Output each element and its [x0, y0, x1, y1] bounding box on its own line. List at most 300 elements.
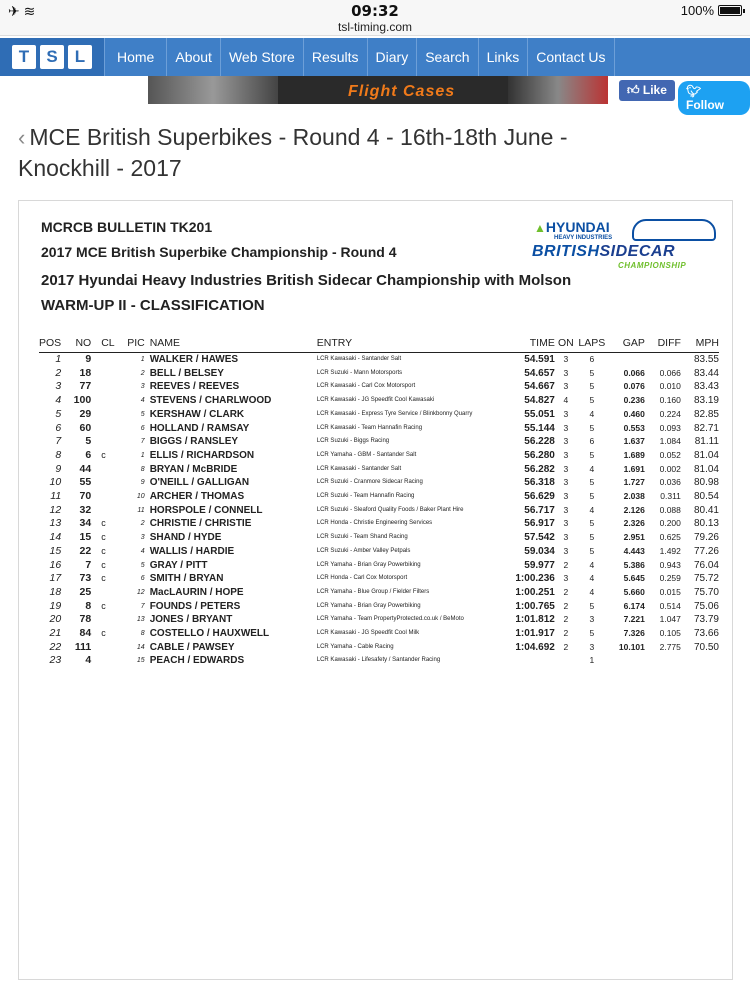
- cell-name: CHRISTIE / CHRISTIE: [149, 518, 252, 530]
- cell-entry: LCR Suzuki - Team Shand Racing: [316, 534, 408, 541]
- table-row: [39, 545, 719, 559]
- cell-time: 59.977: [524, 559, 555, 571]
- col-gap: GAP: [607, 337, 645, 353]
- cell-entry: LCR Honda - Carl Cox Motorsport: [316, 575, 408, 582]
- cell-name: BIGGS / RANSLEY: [149, 436, 239, 448]
- cell-gap: 0.460: [623, 408, 645, 419]
- cell-mph: 73.79: [693, 614, 719, 626]
- cell-pic: 10: [136, 493, 145, 501]
- cell-gap: 0.066: [623, 367, 645, 378]
- cell-diff: 0.015: [659, 586, 681, 597]
- cell-on: 3: [563, 532, 569, 543]
- table-row: [39, 394, 719, 408]
- cell-on: 2: [563, 614, 569, 625]
- col-pos: POS: [39, 337, 67, 353]
- cell-name: SMITH / BRYAN: [149, 573, 224, 585]
- cell-laps: 6: [589, 436, 595, 447]
- bulletin-number: MCRCB BULLETIN TK201: [41, 219, 213, 235]
- cell-on: 2: [563, 559, 569, 570]
- cell-pos: 14: [49, 531, 62, 544]
- cell-no: 6: [85, 448, 92, 461]
- cell-on: 3: [563, 573, 569, 584]
- cell-diff: 0.311: [660, 491, 681, 502]
- cell-no: 8: [85, 599, 92, 612]
- cell-diff: 0.625: [659, 532, 681, 543]
- cell-cl: c: [101, 559, 106, 570]
- cell-mph: 80.98: [693, 477, 719, 489]
- cell-time: 54.667: [524, 381, 555, 393]
- title-line-1: MCE British Superbikes - Round 4 - 16th-18th June -: [29, 124, 568, 150]
- table-row: [39, 517, 719, 531]
- cell-no: 22: [79, 544, 92, 557]
- cell-name: MacLAURIN / HOPE: [149, 586, 244, 598]
- cell-time: 56.318: [524, 477, 555, 489]
- cell-on: 3: [563, 367, 569, 378]
- cell-laps: 5: [589, 628, 595, 639]
- cell-time: 1:00.251: [515, 586, 555, 598]
- cell-mph: 81.04: [693, 449, 719, 461]
- battery-percent: 100%: [680, 3, 714, 18]
- cell-diff: 0.093: [659, 422, 681, 433]
- sponsor-logo: [532, 217, 718, 275]
- logo-letter: L: [68, 45, 92, 69]
- cell-time: 56.717: [524, 504, 555, 516]
- cell-no: 15: [79, 531, 92, 544]
- cell-cl: c: [101, 628, 106, 639]
- col-diff: DIFF: [645, 337, 681, 353]
- cell-pic: 5: [140, 410, 145, 418]
- cell-entry: LCR Suzuki - Mann Motorsports: [316, 369, 403, 376]
- cell-pic: 9: [140, 479, 145, 487]
- cell-gap: 2.326: [623, 518, 645, 529]
- sponsor-brand: [534, 219, 610, 235]
- cell-pos: 20: [49, 613, 62, 626]
- banner-image-right: [508, 76, 608, 104]
- cell-diff: [645, 654, 681, 668]
- table-row: [39, 367, 719, 381]
- cell-gap: 2.038: [623, 491, 645, 502]
- main-nav: [0, 38, 750, 76]
- sidecar-icon: [632, 219, 716, 241]
- cell-name: ARCHER / THOMAS: [149, 491, 245, 503]
- airplane-wifi-icon: ✈ ︎≋: [8, 3, 36, 19]
- cell-mph: 80.54: [693, 491, 719, 503]
- cell-name: WALLIS / HARDIE: [149, 545, 235, 557]
- cell-mph: [681, 654, 719, 668]
- cell-on: 3: [563, 545, 569, 556]
- nav-home[interactable]: Home: [104, 38, 166, 76]
- cell-laps: 5: [589, 491, 595, 502]
- cell-no: 25: [79, 585, 92, 598]
- cell-pic: 4: [140, 397, 145, 405]
- cell-on: 2: [563, 628, 569, 639]
- cell-mph: 83.55: [693, 354, 719, 365]
- cell-cl: c: [101, 600, 106, 611]
- cell-gap: 2.951: [623, 532, 645, 543]
- cell-diff: 2.775: [659, 641, 681, 652]
- cell-on: 3: [563, 408, 569, 419]
- twitter-follow-button[interactable]: [678, 81, 750, 115]
- cell-on: 3: [563, 422, 569, 433]
- cell-time: 1:04.692: [515, 641, 555, 653]
- cell-no: 32: [79, 503, 92, 516]
- page-title: [18, 122, 733, 184]
- nav-results[interactable]: Results: [303, 38, 367, 76]
- cell-pic: 6: [140, 424, 145, 432]
- cell-cl: [101, 641, 127, 655]
- cell-entry: LCR Kawasaki - Lifesafety / Santander Racing: [316, 657, 441, 664]
- cell-pos: 12: [49, 503, 62, 516]
- cell-diff: [645, 353, 681, 367]
- cell-gap: 1.727: [623, 477, 645, 488]
- cell-gap: 5.645: [623, 573, 645, 584]
- cell-on: 3: [563, 354, 569, 364]
- cell-time: 56.280: [524, 449, 555, 461]
- cell-diff: 0.052: [659, 449, 681, 460]
- cell-name: BELL / BELSEY: [149, 367, 224, 379]
- cell-entry: LCR Suzuki - Biggs Racing: [316, 438, 390, 445]
- banner-image-left: [148, 76, 278, 104]
- cell-diff: 0.160: [659, 395, 681, 406]
- table-row: [39, 600, 719, 614]
- cell-gap: 1.691: [623, 463, 645, 474]
- cell-name: PEACH / EDWARDS: [149, 655, 245, 667]
- cell-diff: 0.010: [659, 381, 681, 392]
- cell-pic: 5: [140, 561, 145, 569]
- table-row: [39, 504, 719, 518]
- back-chevron-icon[interactable]: ‹: [18, 125, 26, 150]
- cell-entry: LCR Kawasaki - JG Speedfit Cool Milk: [316, 630, 420, 637]
- cell-no: 77: [79, 380, 92, 393]
- cell-mph: 75.06: [693, 600, 719, 612]
- cell-laps: 4: [589, 559, 595, 570]
- cell-time: 56.228: [524, 436, 555, 448]
- cell-entry: LCR Yamaha - GBM - Santander Salt: [316, 451, 417, 458]
- cell-name: HOLLAND / RAMSAY: [149, 422, 250, 434]
- cell-laps: 5: [589, 395, 595, 406]
- cell-pic: 15: [136, 657, 145, 665]
- cell-laps: 5: [589, 422, 595, 433]
- cell-mph: 75.70: [693, 586, 719, 598]
- cell-mph: 82.71: [693, 422, 719, 434]
- cell-name: FOUNDS / PETERS: [149, 600, 241, 612]
- cell-mph: 80.41: [693, 504, 719, 516]
- cell-no: 29: [79, 407, 92, 420]
- cell-pic: 7: [140, 602, 145, 610]
- url-bar[interactable]: tsl-timing.com: [0, 20, 750, 36]
- cell-time: 1:00.236: [515, 573, 555, 585]
- cell-pic: 14: [136, 643, 145, 651]
- results-table: [39, 337, 719, 668]
- logo-letter: S: [40, 45, 64, 69]
- banner-text: Flight Cases: [348, 83, 456, 100]
- cell-entry: LCR Yamaha - Brian Gray Powerbiking: [316, 561, 421, 568]
- cell-entry: LCR Suzuki - Sleaford Quality Foods / Baker Plant Hire: [316, 506, 464, 513]
- series-title: 2017 Hyundai Heavy Industries British Sidecar Championship with Molson: [41, 272, 572, 289]
- follow-label: Follow: [686, 98, 724, 112]
- cell-entry: LCR Suzuki - Team Hannafin Racing: [316, 493, 415, 500]
- cell-pos: 6: [55, 421, 62, 434]
- cell-pos: 9: [55, 462, 62, 475]
- cell-time: 55.051: [524, 408, 555, 420]
- cell-time: 56.282: [524, 463, 555, 475]
- cell-on: 3: [563, 491, 569, 502]
- cell-on: 2: [563, 600, 569, 611]
- cell-cl: c: [101, 449, 106, 460]
- cell-time: 57.542: [524, 532, 555, 544]
- cell-entry: LCR Kawasaki - Team Hannafin Racing: [316, 424, 423, 431]
- cell-entry: LCR Yamaha - Blue Group / Fielder Filters: [316, 588, 430, 595]
- cell-entry: LCR Kawasaki - Santander Salt: [316, 356, 402, 362]
- facebook-like-button[interactable]: [619, 80, 675, 101]
- cell-gap: 0.553: [623, 422, 645, 433]
- cell-no: 100: [73, 394, 92, 407]
- cell-pos: 5: [55, 407, 62, 420]
- cell-name: BRYAN / McBRIDE: [149, 463, 238, 475]
- cell-on: 2: [563, 641, 569, 652]
- banner-ad[interactable]: [148, 76, 608, 104]
- cell-pic: 8: [140, 465, 145, 473]
- cell-gap: 4.443: [623, 545, 645, 556]
- cell-gap: 0.236: [623, 395, 645, 406]
- cell-name: SHAND / HYDE: [149, 532, 222, 544]
- cell-pic: 1: [140, 356, 145, 363]
- cell-no: 84: [79, 627, 92, 640]
- cell-cl: c: [101, 573, 106, 584]
- cell-diff: 1.047: [659, 614, 681, 625]
- cell-no: 5: [85, 435, 92, 448]
- cell-cl: [101, 490, 127, 504]
- cell-laps: 5: [589, 477, 595, 488]
- cell-laps: 4: [589, 504, 595, 515]
- col-time: TIME: [505, 337, 555, 353]
- cell-pos: 15: [49, 544, 62, 557]
- cell-laps: 6: [589, 354, 595, 364]
- cell-pic: 8: [140, 630, 145, 638]
- cell-pic: 6: [140, 575, 145, 583]
- cell-gap: 7.221: [623, 614, 645, 625]
- cell-pic: 3: [140, 383, 145, 391]
- cell-mph: 75.72: [693, 573, 719, 585]
- cell-diff: 0.088: [659, 504, 681, 515]
- table-row: [39, 476, 719, 490]
- cell-no: 78: [79, 613, 92, 626]
- table-row: [39, 422, 719, 436]
- cell-no: 111: [74, 640, 92, 653]
- cell-diff: 0.200: [659, 518, 681, 529]
- col-no: NO: [67, 337, 101, 353]
- battery-icon: [718, 5, 742, 16]
- title-line-2: Knockhill - 2017: [18, 155, 182, 181]
- cell-no: 73: [79, 572, 92, 585]
- cell-time: 55.144: [524, 422, 555, 434]
- cell-no: 4: [85, 654, 92, 667]
- cell-name: WALKER / HAWES: [149, 354, 239, 365]
- cell-gap: [607, 353, 645, 367]
- cell-name: O'NEILL / GALLIGAN: [149, 477, 250, 489]
- col-name: NAME: [150, 337, 317, 353]
- cell-gap: 2.126: [623, 504, 645, 515]
- cell-pos: 13: [49, 517, 62, 530]
- col-laps: LAPS: [577, 337, 607, 353]
- nav-search[interactable]: Search: [416, 38, 477, 76]
- nav-links[interactable]: Links: [478, 38, 528, 76]
- cell-no: 55: [79, 476, 92, 489]
- cell-name: STEVENS / CHARLWOOD: [149, 395, 272, 407]
- col-pic: PIC: [127, 337, 150, 353]
- cell-pos: 21: [49, 627, 62, 640]
- cell-cl: [101, 367, 127, 381]
- sponsor-british: BRITISH: [532, 243, 600, 260]
- table-row: [39, 353, 719, 367]
- cell-cl: [101, 463, 127, 477]
- cell-mph: 81.04: [693, 463, 719, 475]
- cell-diff: 1.084: [659, 436, 681, 447]
- cell-cl: c: [101, 532, 106, 543]
- cell-diff: 0.105: [659, 628, 681, 639]
- cell-laps: 5: [589, 367, 595, 378]
- cell-entry: LCR Kawasaki - JG Speedfit Cool Kawasaki: [316, 397, 435, 404]
- cell-name: HORSPOLE / CONNELL: [149, 504, 263, 516]
- cell-laps: 5: [589, 532, 595, 543]
- like-label: Like: [642, 83, 667, 97]
- table-row: [39, 435, 719, 449]
- cell-time: 54.657: [524, 367, 555, 379]
- cell-gap: 10.101: [618, 641, 645, 652]
- cell-pos: 1: [55, 353, 62, 365]
- table-row: [39, 449, 719, 463]
- results-document: [18, 200, 733, 980]
- cell-time: 56.917: [524, 518, 555, 530]
- sponsor-sidecar: SIDECAR: [599, 243, 676, 260]
- cell-name: GRAY / PITT: [149, 559, 208, 571]
- table-row: [39, 408, 719, 422]
- nav-contact-us[interactable]: Contact Us: [527, 38, 614, 76]
- session-title: WARM-UP II - CLASSIFICATION: [41, 297, 265, 314]
- cell-entry: LCR Yamaha - Brian Gray Powerbiking: [316, 602, 421, 609]
- cell-time: 1:01.917: [515, 628, 555, 640]
- cell-time: 56.629: [524, 491, 555, 503]
- table-row: [39, 627, 719, 641]
- table-row: [39, 559, 719, 573]
- cell-entry: LCR Yamaha - Team PropertyProtected.co.uk / BeMoto: [316, 616, 464, 623]
- cell-entry: LCR Kawasaki - Carl Cox Motorsport: [316, 383, 416, 390]
- cell-pic: 12: [136, 588, 145, 596]
- nav-about[interactable]: About: [166, 38, 220, 76]
- cell-cl: [101, 613, 127, 627]
- cell-mph: 70.50: [693, 641, 719, 653]
- cell-pos: 3: [55, 380, 62, 393]
- cell-entry: LCR Suzuki - Amber Valley Petpals: [316, 547, 411, 554]
- cell-gap: 1.637: [623, 436, 645, 447]
- sponsor-series: [532, 243, 675, 261]
- cell-pos: 22: [49, 640, 62, 653]
- cell-mph: 83.44: [693, 367, 719, 379]
- nav-diary[interactable]: Diary: [367, 38, 417, 76]
- cell-gap: 6.174: [623, 600, 645, 611]
- cell-cl: [101, 435, 127, 449]
- cell-pos: 4: [55, 394, 62, 407]
- sponsor-championship: CHAMPIONSHIP: [618, 261, 687, 270]
- cell-on: 3: [563, 477, 569, 488]
- table-row: [39, 586, 719, 600]
- cell-cl: [101, 394, 127, 408]
- cell-pos: 8: [55, 448, 62, 461]
- cell-gap: 5.386: [623, 559, 645, 570]
- cell-name: CABLE / PAWSEY: [149, 641, 235, 653]
- cell-pic: 2: [140, 369, 145, 377]
- cell-no: 7: [85, 558, 92, 571]
- table-row: [39, 613, 719, 627]
- table-row: [39, 490, 719, 504]
- cell-cl: c: [101, 545, 106, 556]
- cell-pos: 11: [50, 490, 62, 503]
- cell-pos: 16: [49, 558, 62, 571]
- sponsor-sub: HEAVY INDUSTRIES: [554, 235, 613, 241]
- cell-gap: [607, 654, 645, 668]
- cell-pic: 1: [140, 451, 145, 459]
- cell-mph: 79.26: [693, 532, 719, 544]
- cell-pic: 13: [136, 616, 145, 624]
- table-row: [39, 654, 719, 668]
- cell-pos: 18: [49, 585, 62, 598]
- cell-cl: [101, 380, 127, 394]
- championship-title: 2017 MCE British Superbike Championship - Round 4: [41, 244, 397, 260]
- cell-entry: LCR Kawasaki - Santander Salt: [316, 465, 402, 472]
- cell-pos: 10: [49, 476, 62, 489]
- cell-on: 3: [563, 518, 569, 529]
- cell-on: 3: [563, 463, 569, 474]
- clock: 09:32: [351, 2, 399, 20]
- cell-on: 4: [563, 395, 569, 406]
- tsl-logo[interactable]: [0, 38, 104, 76]
- cell-diff: 1.492: [659, 545, 681, 556]
- cell-mph: 76.04: [693, 559, 719, 571]
- cell-time: 1:01.812: [515, 614, 555, 626]
- cell-cl: [101, 586, 127, 600]
- cell-laps: 5: [589, 449, 595, 460]
- cell-mph: 83.43: [693, 381, 719, 393]
- cell-cl: [101, 654, 127, 668]
- twitter-bird-icon: 🐦︎: [686, 84, 702, 98]
- cell-on: 3: [563, 449, 569, 460]
- cell-mph: 83.19: [693, 395, 719, 407]
- sponsor-brand-text: HYUNDAI: [545, 219, 610, 235]
- cell-gap: 0.076: [623, 381, 645, 392]
- table-row: [39, 641, 719, 655]
- table-row: [39, 463, 719, 477]
- cell-diff: 0.036: [659, 477, 681, 488]
- cell-name: JONES / BRYANT: [149, 614, 233, 626]
- cell-diff: 0.066: [659, 367, 681, 378]
- cell-on: 2: [563, 586, 569, 597]
- cell-cl: [101, 353, 127, 367]
- table-row: [39, 531, 719, 545]
- cell-laps: 4: [589, 463, 595, 474]
- cell-mph: 82.85: [693, 408, 719, 420]
- cell-name: COSTELLO / HAUXWELL: [149, 628, 270, 640]
- nav-web-store[interactable]: Web Store: [220, 38, 303, 76]
- cell-mph: 73.66: [693, 628, 719, 640]
- cell-diff: 0.943: [659, 559, 681, 570]
- cell-laps: 3: [589, 614, 595, 625]
- cell-on: [555, 654, 577, 668]
- cell-time: 59.034: [524, 545, 555, 557]
- cell-no: 70: [79, 490, 92, 503]
- status-bar: [0, 0, 750, 22]
- triangle-icon: ▲: [534, 221, 546, 235]
- cell-entry: LCR Honda - Christie Engineering Services: [316, 520, 433, 527]
